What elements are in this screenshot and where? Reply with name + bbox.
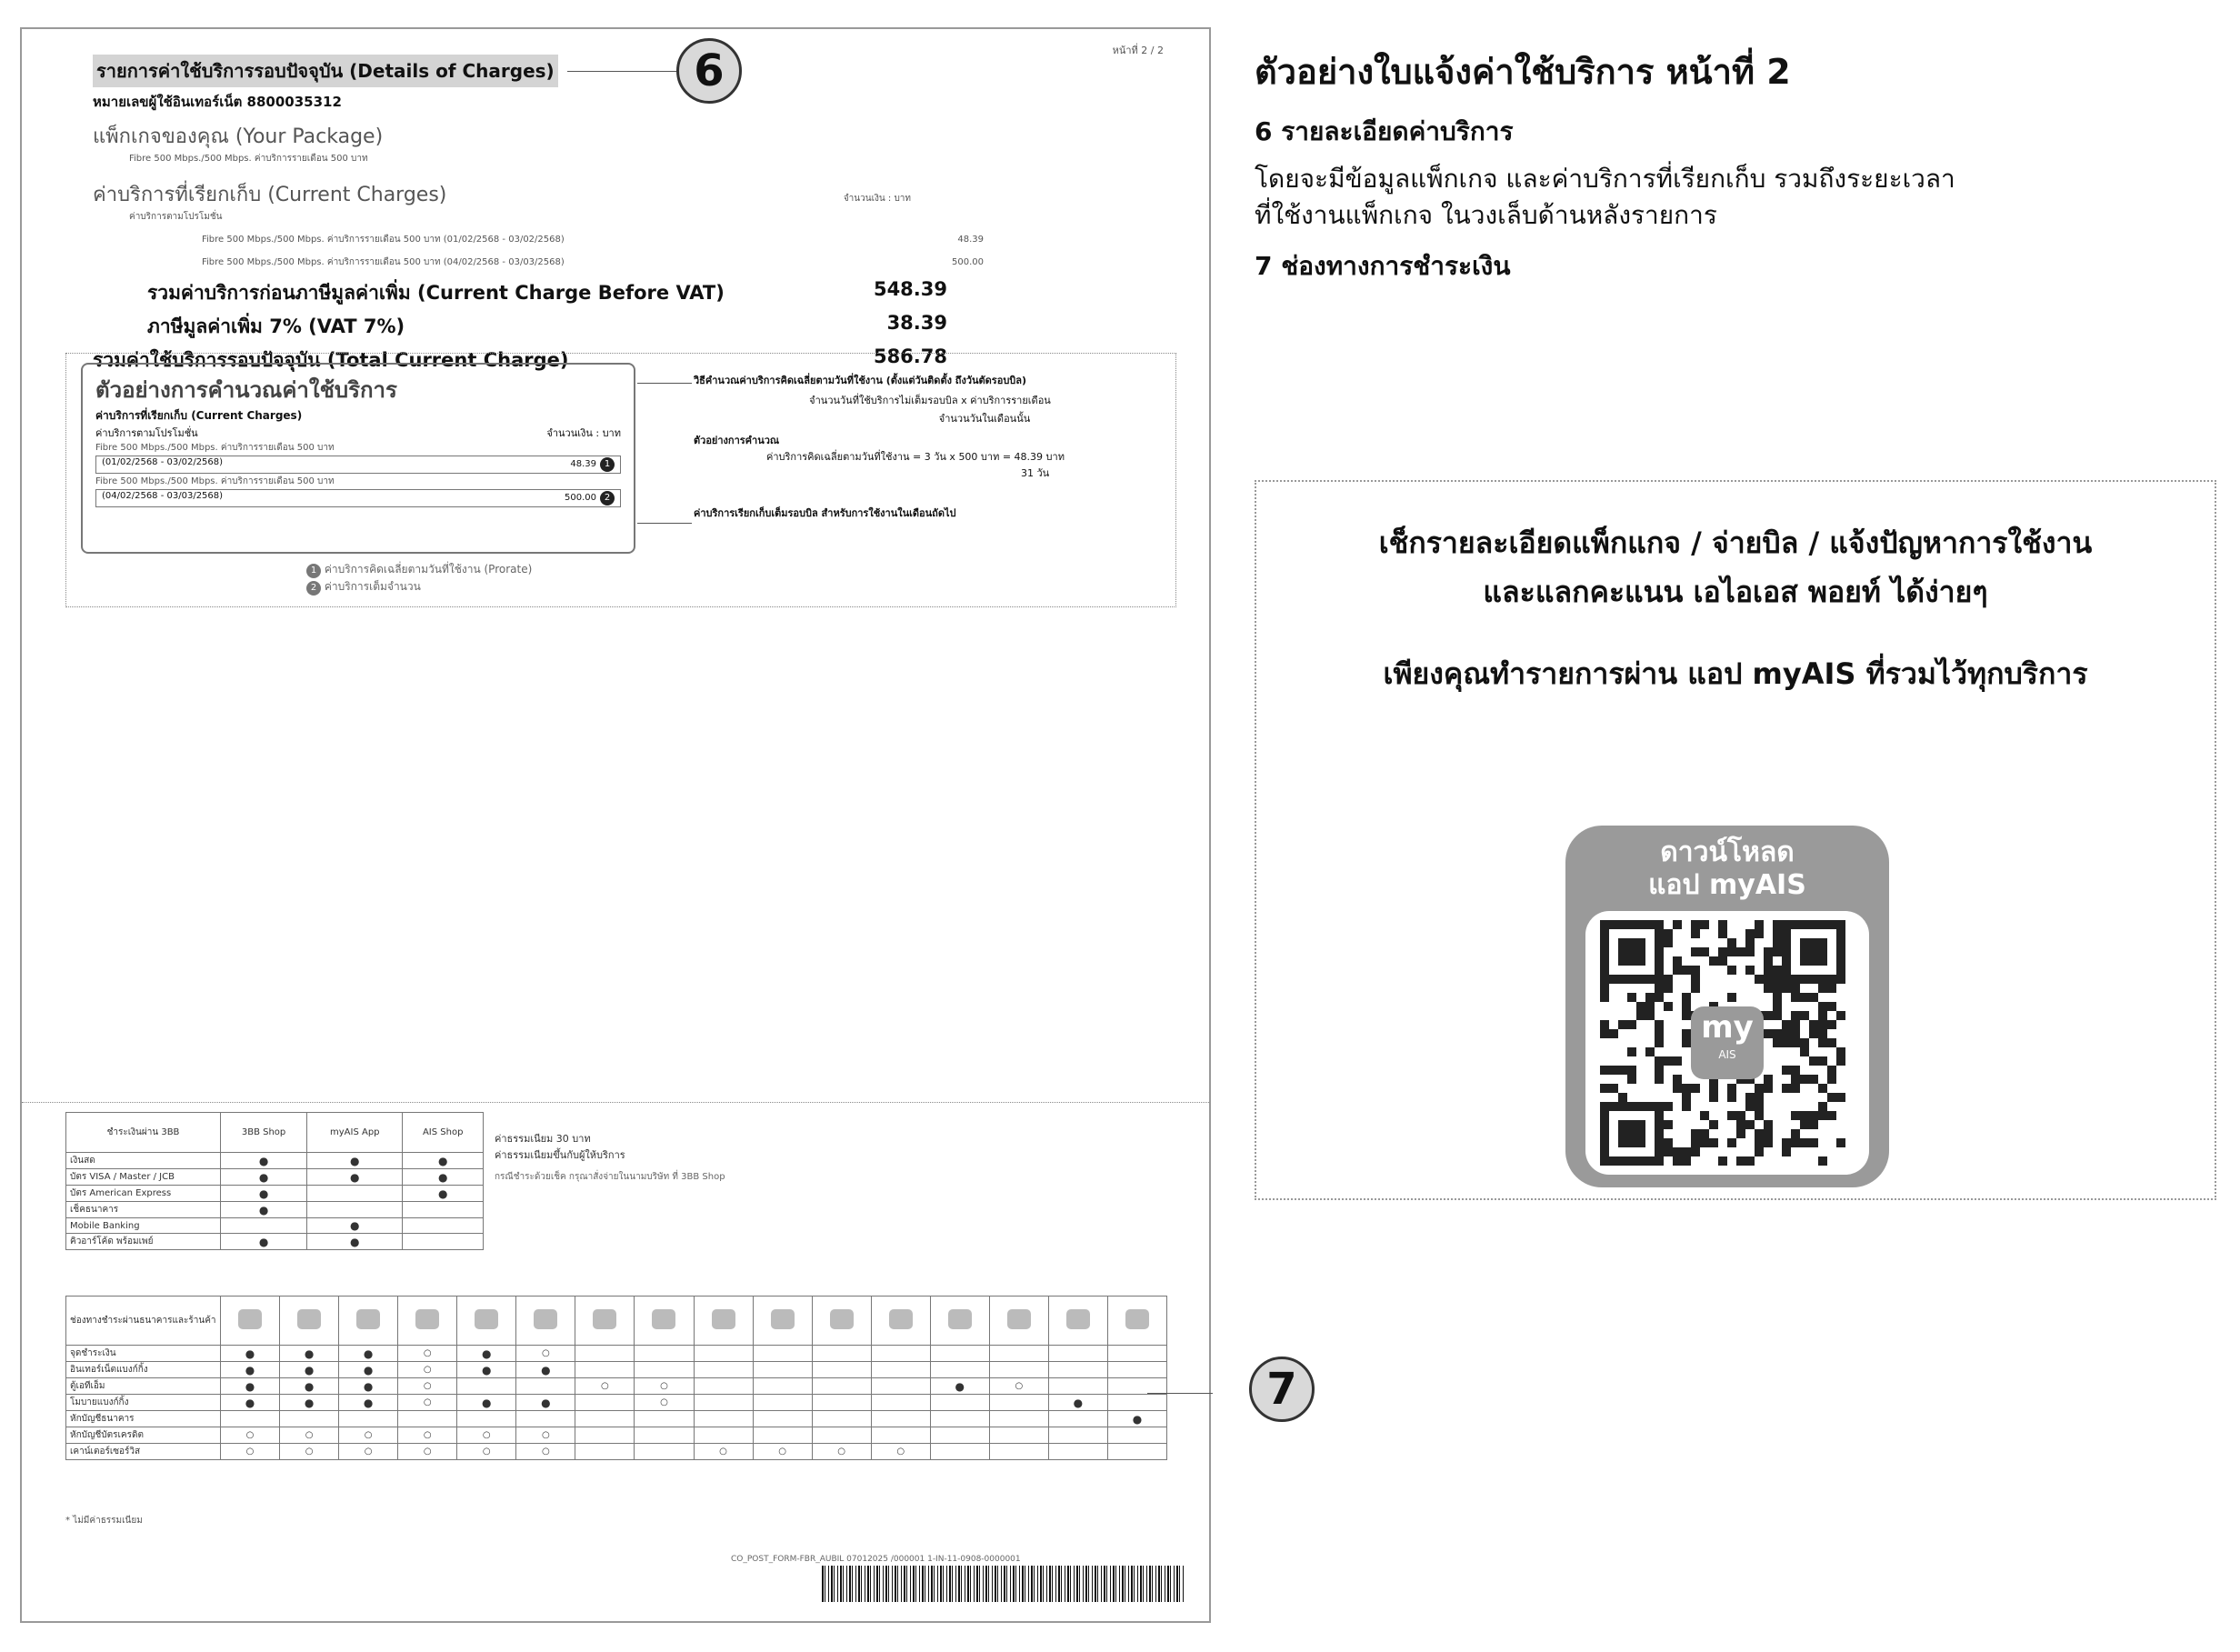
calc-monthly-label: ค่าบริการตามโปรโมชั่น xyxy=(95,427,198,439)
monthly-label: ค่าบริการตามโปรโมชั่น xyxy=(129,212,223,222)
section-6-desc-1: โดยจะมีข้อมูลแพ็กเกจ และค่าบริการที่เรียกเก็บ รวมถึงระยะเวลา xyxy=(1255,164,1955,194)
qr-code[interactable] xyxy=(1585,911,1869,1175)
channel-header: AIS Shop xyxy=(403,1113,484,1153)
line-item: Fibre 500 Mbps./500 Mbps. ค่าบริการรายเดือน 500 บาท (01/02/2568 - 03/02/2568) 48.39 xyxy=(202,235,984,245)
calc-note-2: ค่าบริการเรียกเก็บเต็มรอบบิล สำหรับการใช้งานในเดือนถัดไป xyxy=(694,507,956,519)
callout-leader-7 xyxy=(1147,1393,1213,1394)
calc-explanation xyxy=(694,372,1166,521)
bank-logo-icon xyxy=(280,1297,339,1346)
table-row: บัตร VISA / Master / JCB ● ● ● xyxy=(66,1169,484,1186)
table-row: หักบัญชีบัตรเครดิต ○ ○ ○ ○ ○ ○ xyxy=(66,1427,1167,1444)
section-7-title: 7 ช่องทางการชำระเงิน xyxy=(1255,251,1511,281)
calc-subtitle: ค่าบริการที่เรียกเก็บ (Current Charges) xyxy=(95,409,303,422)
callout-leader xyxy=(567,71,676,72)
table-row: บัตร American Express ● ● xyxy=(66,1186,484,1202)
payment-table-3bb xyxy=(65,1112,484,1250)
total-row: รวมค่าใช้บริการรอบปัจจุบัน (Total Current Charge) 586.78 xyxy=(93,345,947,371)
callout-6: 6 xyxy=(676,38,742,104)
myais-logo-icon: my AIS xyxy=(1691,1006,1764,1079)
bank-logo-icon xyxy=(694,1297,753,1346)
calc-leader-1 xyxy=(637,383,692,384)
note-provider: ค่าธรรมเนียมขึ้นกับผู้ให้บริการ xyxy=(495,1149,625,1161)
barcode xyxy=(822,1566,1185,1602)
qr-title-2: แอป myAIS xyxy=(1648,869,1806,901)
calc-pkg-2: Fibre 500 Mbps./500 Mbps. ค่าบริการรายเดือน 500 บาท xyxy=(95,476,335,486)
bank-logo-icon xyxy=(812,1297,871,1346)
bank-logo-icon xyxy=(575,1297,635,1346)
calc-amount-unit: จำนวนเงิน : บาท xyxy=(546,427,621,439)
page-number: หน้าที่ 2 / 2 xyxy=(1112,45,1164,56)
amount-unit: จำนวนเงิน : บาท xyxy=(843,194,911,204)
table-row: คิวอาร์โค้ด พร้อมเพย์ ● ● xyxy=(66,1234,484,1250)
channel-header: myAIS App xyxy=(307,1113,403,1153)
page-title: ตัวอย่างใบแจ้งค่าใช้บริการ หน้าที่ 2 xyxy=(1255,52,1791,92)
calc-leader-2 xyxy=(637,523,692,524)
line-item: Fibre 500 Mbps./500 Mbps. ค่าบริการรายเดือน 500 บาท (04/02/2568 - 03/03/2568) 500.00 xyxy=(202,257,984,267)
payment-notes xyxy=(495,1130,725,1184)
section-6-desc-2: ที่ใช้งานแพ็กเกจ ในวงเล็บด้านหลังรายการ xyxy=(1255,200,1717,230)
table-row: หักบัญชีธนาคาร ● xyxy=(66,1411,1167,1427)
calc-example: ค่าบริการคิดเฉลี่ยตามวันที่ใช้งาน = 3 วัน x 500 บาท = 48.39 บาท xyxy=(766,451,1065,463)
calc-example xyxy=(65,353,1176,607)
bank-logo-icon xyxy=(753,1297,812,1346)
bill-sheet xyxy=(20,27,1211,1623)
payments-footnote: * ไม่มีค่าธรรมเนียม xyxy=(65,1516,143,1526)
table-row: เช็คธนาคาร ● xyxy=(66,1202,484,1218)
bank-logo-icon xyxy=(989,1297,1048,1346)
bank-logo-icon xyxy=(398,1297,457,1346)
table-row: โมบายแบงก์กิ้ง ● ● ● ○ ● ● ○ ● xyxy=(66,1395,1167,1411)
charges-section xyxy=(93,55,1184,375)
legend-2: ค่าบริการเต็มจำนวน xyxy=(324,580,421,593)
legend-1: ค่าบริการคิดเฉลี่ยตามวันที่ใช้งาน (Prorate) xyxy=(324,563,533,576)
calc-period-2: (04/02/2568 - 03/03/2568) 500.00 2 xyxy=(95,489,621,507)
channel-header: 3BB Shop xyxy=(221,1113,307,1153)
bank-logo-icon xyxy=(221,1297,280,1346)
table-row: อินเทอร์เน็ตแบงก์กิ้ง ● ● ● ○ ● ● xyxy=(66,1362,1167,1378)
calc-legend: 1 ค่าบริการคิดเฉลี่ยตามวันที่ใช้งาน (Prorate) 2 ค่าบริการเต็มจำนวน xyxy=(303,561,532,596)
marker-2: 2 xyxy=(600,491,615,506)
bank-logo-icon xyxy=(339,1297,398,1346)
promo-line-3: เพียงคุณทำรายการผ่าน แอป myAIS ที่รวมไว้ทุกบริการ xyxy=(1383,656,2088,691)
bank-logo-icon xyxy=(635,1297,694,1346)
promo-line-1: เช็กรายละเอียดแพ็กแกจ / จ่ายบิล / แจ้งปัญหาการใช้งาน xyxy=(1378,526,2093,560)
table-header-row: ช่องทางชำระผ่านธนาคารและร้านค้า xyxy=(66,1297,1167,1346)
calc-example-den: 31 วัน xyxy=(1021,467,1050,479)
note-fee: ค่าธรรมเนียม 30 บาท xyxy=(495,1133,591,1145)
table-row: จุดชำระเงิน ● ● ● ○ ● ○ xyxy=(66,1346,1167,1362)
promo-line-2: และแลกคะแนน เอไอเอส พอยท์ ได้ง่ายๆ xyxy=(1483,575,1988,609)
calc-example-label: ตัวอย่างการคำนวณ xyxy=(694,435,780,446)
table-row: Mobile Banking ● xyxy=(66,1218,484,1234)
account-number: หมายเลขผู้ใช้อินเทอร์เน็ต 8800035312 xyxy=(93,94,342,110)
bank-logo-icon xyxy=(930,1297,989,1346)
calc-note-1: วิธีคำนวณค่าบริการคิดเฉลี่ยตามวันที่ใช้งาน (ตั้งแต่วันติดตั้ง ถึงวันตัดรอบบิล) xyxy=(694,375,1027,386)
details-header: รายการค่าใช้บริการรอบปัจจุบัน (Details of Charges) xyxy=(93,55,558,87)
myais-promo xyxy=(1255,480,2216,1200)
marker-1: 1 xyxy=(600,457,615,472)
explanation-panel xyxy=(1255,44,2209,286)
note-cheque: กรณีชำระด้วยเช็ค กรุณาสั่งจ่ายในนามบริษัท ที่ 3BB Shop xyxy=(495,1172,725,1182)
bank-logo-icon xyxy=(457,1297,516,1346)
table-row: เงินสด ● ● ● xyxy=(66,1153,484,1169)
package-heading: แพ็กเกจของคุณ (Your Package) xyxy=(93,125,384,148)
charges-heading: ค่าบริการที่เรียกเก็บ (Current Charges) xyxy=(93,184,447,206)
bank-logo-icon xyxy=(516,1297,575,1346)
vat-row: ภาษีมูลค่าเพิ่ม 7% (VAT 7%) 38.39 xyxy=(147,312,947,337)
section-6-title: 6 รายละเอียดค่าบริการ xyxy=(1255,116,1514,146)
document-code: CO_POST_FORM-FBR_AUBIL 07012025 /000001 1-IN-11-0908-0000001 xyxy=(731,1555,1021,1564)
bank-logo-icon xyxy=(1107,1297,1166,1346)
calc-pkg-1: Fibre 500 Mbps./500 Mbps. ค่าบริการรายเดือน 500 บาท xyxy=(95,443,335,453)
before-vat-row: รวมค่าบริการก่อนภาษีมูลค่าเพิ่ม (Current Charge Before VAT) 548.39 xyxy=(147,278,947,304)
bank-logo-icon xyxy=(1048,1297,1107,1346)
calc-title: ตัวอย่างการคำนวณค่าใช้บริการ xyxy=(95,377,397,403)
calc-period-1: (01/02/2568 - 03/02/2568) 48.39 1 xyxy=(95,456,621,474)
package-detail: Fibre 500 Mbps./500 Mbps. ค่าบริการรายเดือน 500 บาท xyxy=(129,154,368,164)
table-row: เคาน์เตอร์เซอร์วิส ○ ○ ○ ○ ○ ○ ○ ○ ○ ○ xyxy=(66,1444,1167,1460)
calc-box xyxy=(81,363,635,554)
table1-header: ชำระเงินผ่าน 3BB xyxy=(66,1113,221,1153)
table-row: ตู้เอทีเอ็ม ● ● ● ○ ○ ○ ● ○ xyxy=(66,1378,1167,1395)
qr-download-card[interactable] xyxy=(1565,826,1889,1187)
bank-logo-icon xyxy=(871,1297,930,1346)
qr-title-1: ดาวน์โหลด xyxy=(1660,836,1795,868)
payment-channels xyxy=(22,1102,1209,1526)
payment-table-banks xyxy=(65,1296,1167,1460)
callout-7: 7 xyxy=(1249,1357,1315,1422)
calc-formula-num: จำนวนวันที่ใช้บริการไม่เต็มรอบบิล x ค่าบริการรายเดือน xyxy=(809,395,1051,406)
calc-formula-den: จำนวนวันในเดือนนั้น xyxy=(938,413,1031,425)
